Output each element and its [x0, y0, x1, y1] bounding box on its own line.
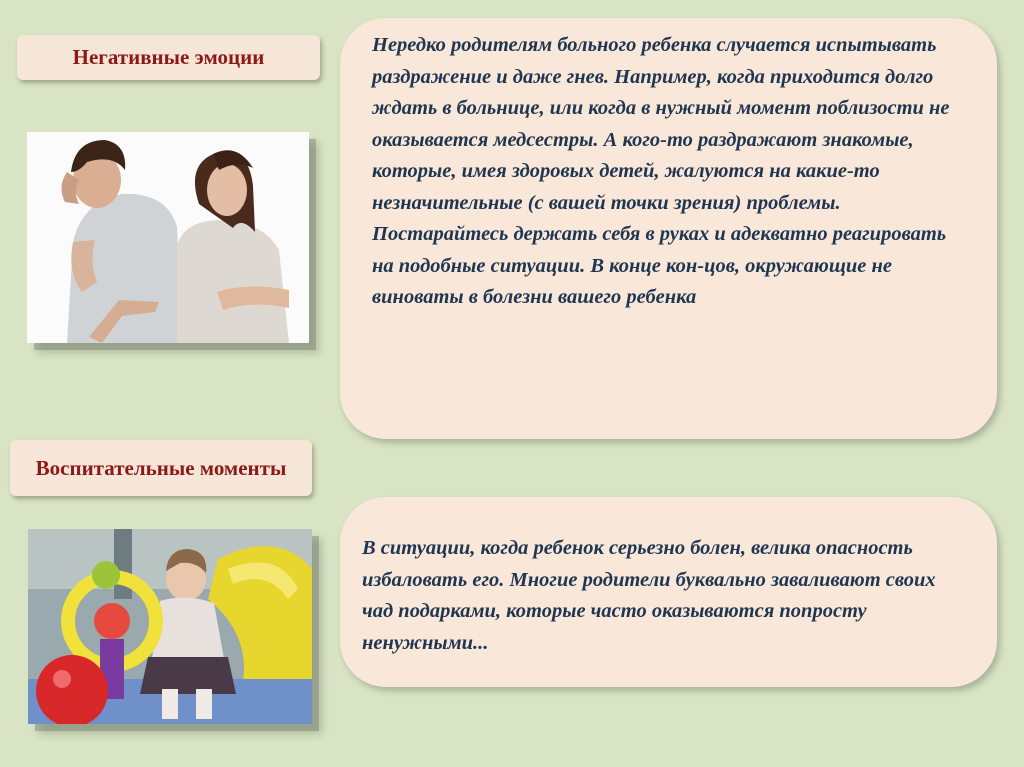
- negative-emotions-text-panel: [340, 18, 997, 439]
- upbringing-text-panel: [340, 497, 997, 687]
- negative-emotions-paragraph-1: Нередко родителям больного ребенка случается испытывать раздражение и даже гнев. Например, когда приходится долго ждать в больнице, или когда в нужный момент поблизости не оказывается медсестры. А кого-то раздражают знакомые, которые, имея здоровых детей, жалуются на какие-то незначительные (с вашей точки зрения) проблемы.: [372, 34, 950, 214]
- negative-emotions-title: Негативные эмоции: [72, 45, 265, 69]
- child-with-toys-photo: [28, 529, 312, 724]
- negative-emotions-label: [17, 35, 320, 80]
- upset-couple-photo: [27, 132, 309, 343]
- upbringing-title: Воспитательные моменты: [35, 455, 287, 480]
- upbringing-label: [10, 440, 312, 496]
- negative-emotions-paragraph-2: Постарайтесь держать себя в руках и адекватно реагировать на подобные ситуации. В конце кон-цов, окружающие не виноваты в болезни вашего ребенка: [372, 223, 947, 308]
- upbringing-paragraph-1: В ситуации, когда ребенок серьезно болен, велика опасность избаловать его. Многие родители буквально заваливают своих чад подарками, которые часто оказываются попросту ненужными...: [362, 537, 936, 654]
